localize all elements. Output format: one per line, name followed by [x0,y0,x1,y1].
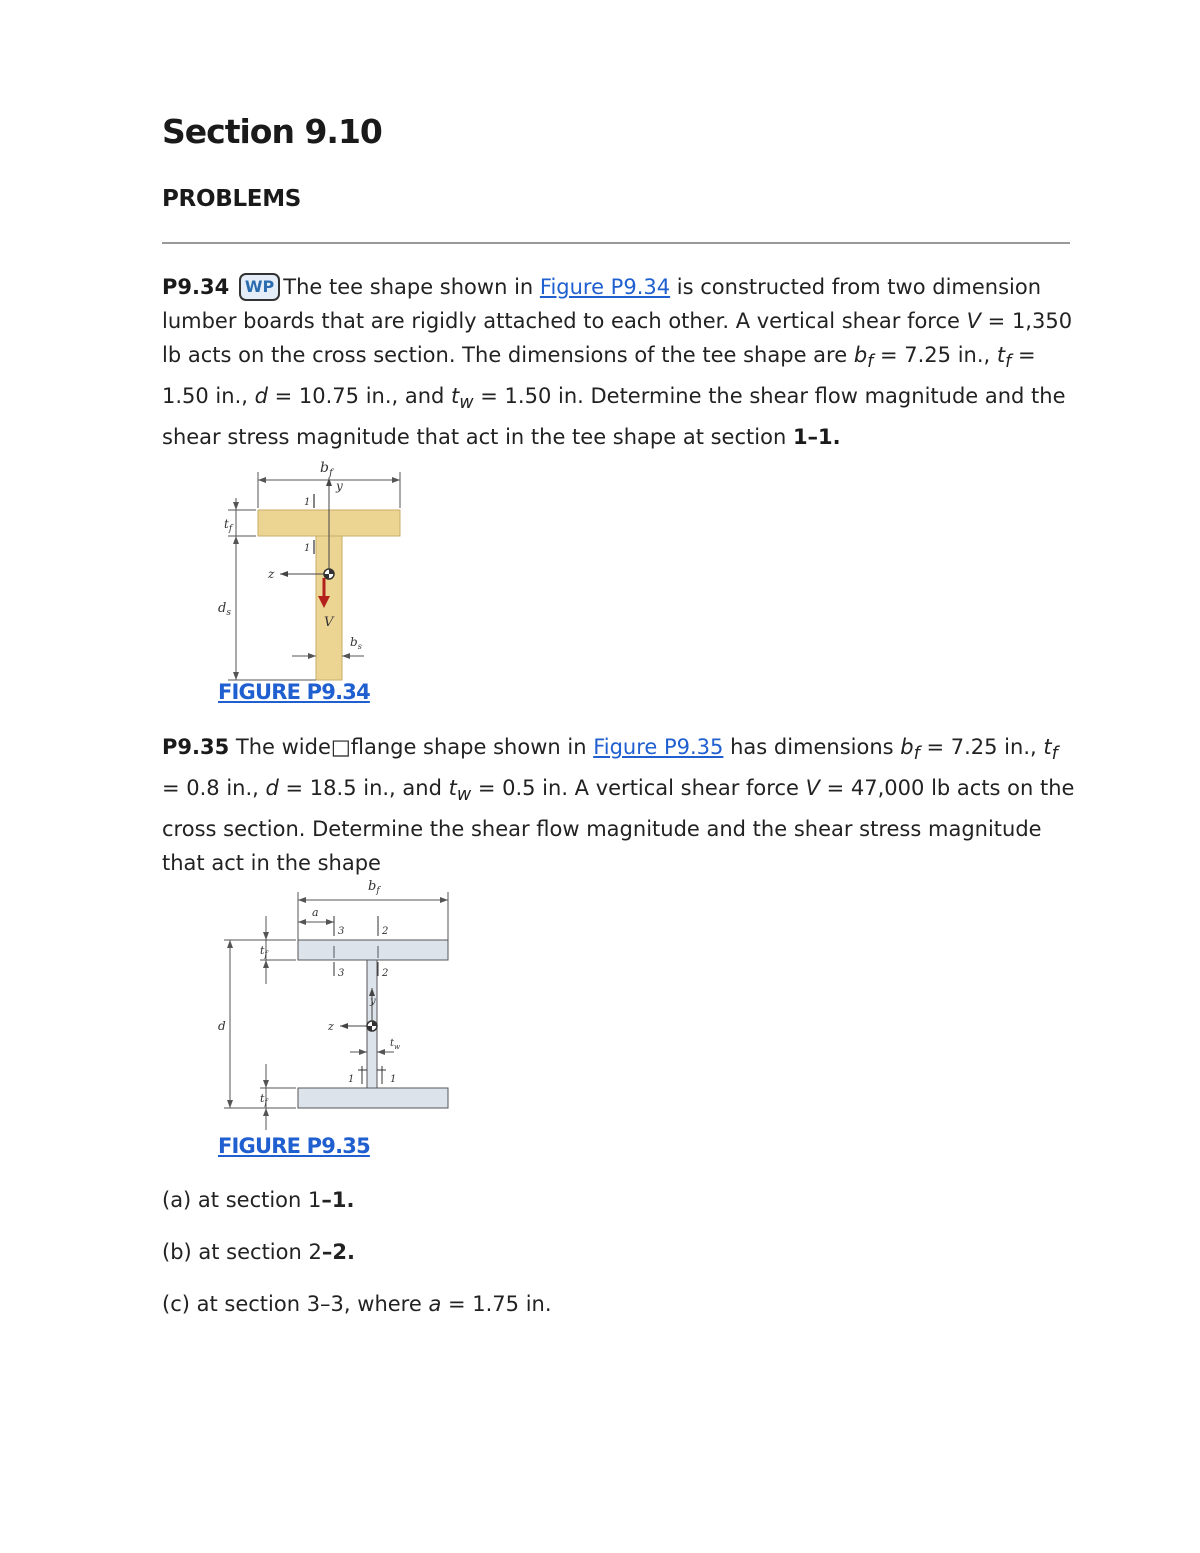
wp-badge[interactable]: WP [239,273,280,301]
svg-text:tf: $t_f$ [260,944,268,959]
svg-text:1: 1 [390,1074,397,1085]
svg-text:tf: $t_f$ [260,1092,268,1107]
figure-p9-34 [200,450,430,690]
svg-text:1: 1 [304,543,311,554]
svg-text:y: y [336,479,343,493]
problem-p9-35: P9.35 The wide□flange shape shown in Figure P9.35 has dimensions $b_f = 7.25$ in., $t_f = 0.8$ in., d = 18.5 in., and $t_w = 0.5$ in. A vertical shear force V = 47,000 lb acts on the cross section. Determine the shear flow magnitude and the shear stress magnitude that act in the shape [162,735,1075,876]
figure-p9-35-link[interactable]: Figure P9.35 [593,735,724,759]
svg-text:bs: $b_s$ [350,635,362,651]
svg-text:V: V [324,615,334,630]
bottom-flange [298,1088,448,1108]
top-flange [298,940,448,960]
svg-text:ds: $d_s$ [218,601,231,618]
svg-text:2: 2 [382,926,389,937]
figure-p9-34-link[interactable]: Figure P9.34 [539,275,671,299]
svg-text:y: y [370,996,376,1007]
problem-p9-34: P9.34 WP The tee shape shown in Figure P9.34 is constructed from two dimension lumber boards that are rigidly attached to each other. A vertical shear force V = 1,350 lb acts on the cross section. The dimensions of the tee shape are $b_f = 7.25$ in., $t_f = 1.50$ in., d = 10.75 in., and $t_w = 1.50$ in. Determine the shear flow magnitude and the shear stress magnitude that act in the tee shape at section 1–1. [162,275,1073,450]
svg-text:tw: $t_w$ [390,1038,401,1051]
figure-p9-35 [210,870,470,1130]
problem-number: P9.35 [162,735,230,759]
figure-p9-35-caption[interactable]: FIGURE P9.35 [218,1134,370,1158]
svg-text:d: d [218,1019,226,1033]
divider [162,242,1070,244]
svg-text:3: 3 [338,968,345,979]
svg-text:a: a [312,906,319,919]
problem-number: P9.34 [162,275,230,299]
part-a: (a) at section 1–1. [162,1188,355,1212]
part-b: (b) at section 2–2. [162,1240,355,1264]
svg-text:tf: $t_f$ [224,517,233,534]
svg-text:bf: $b_f$ [320,460,333,479]
svg-text:2: 2 [382,968,389,979]
svg-text:3: 3 [338,926,345,937]
svg-text:z: z [328,1020,334,1033]
problems-heading: PROBLEMS [162,186,302,212]
part-c: (c) at section 3–3, where a = 1.75 in. [162,1292,552,1316]
svg-text:bf: $b_f$ [368,879,380,896]
svg-text:1: 1 [348,1074,355,1085]
svg-text:1: 1 [304,497,311,508]
figure-p9-34-caption[interactable]: FIGURE P9.34 [218,680,370,704]
svg-text:z: z [268,567,275,581]
section-title: Section 9.10 [162,112,382,151]
